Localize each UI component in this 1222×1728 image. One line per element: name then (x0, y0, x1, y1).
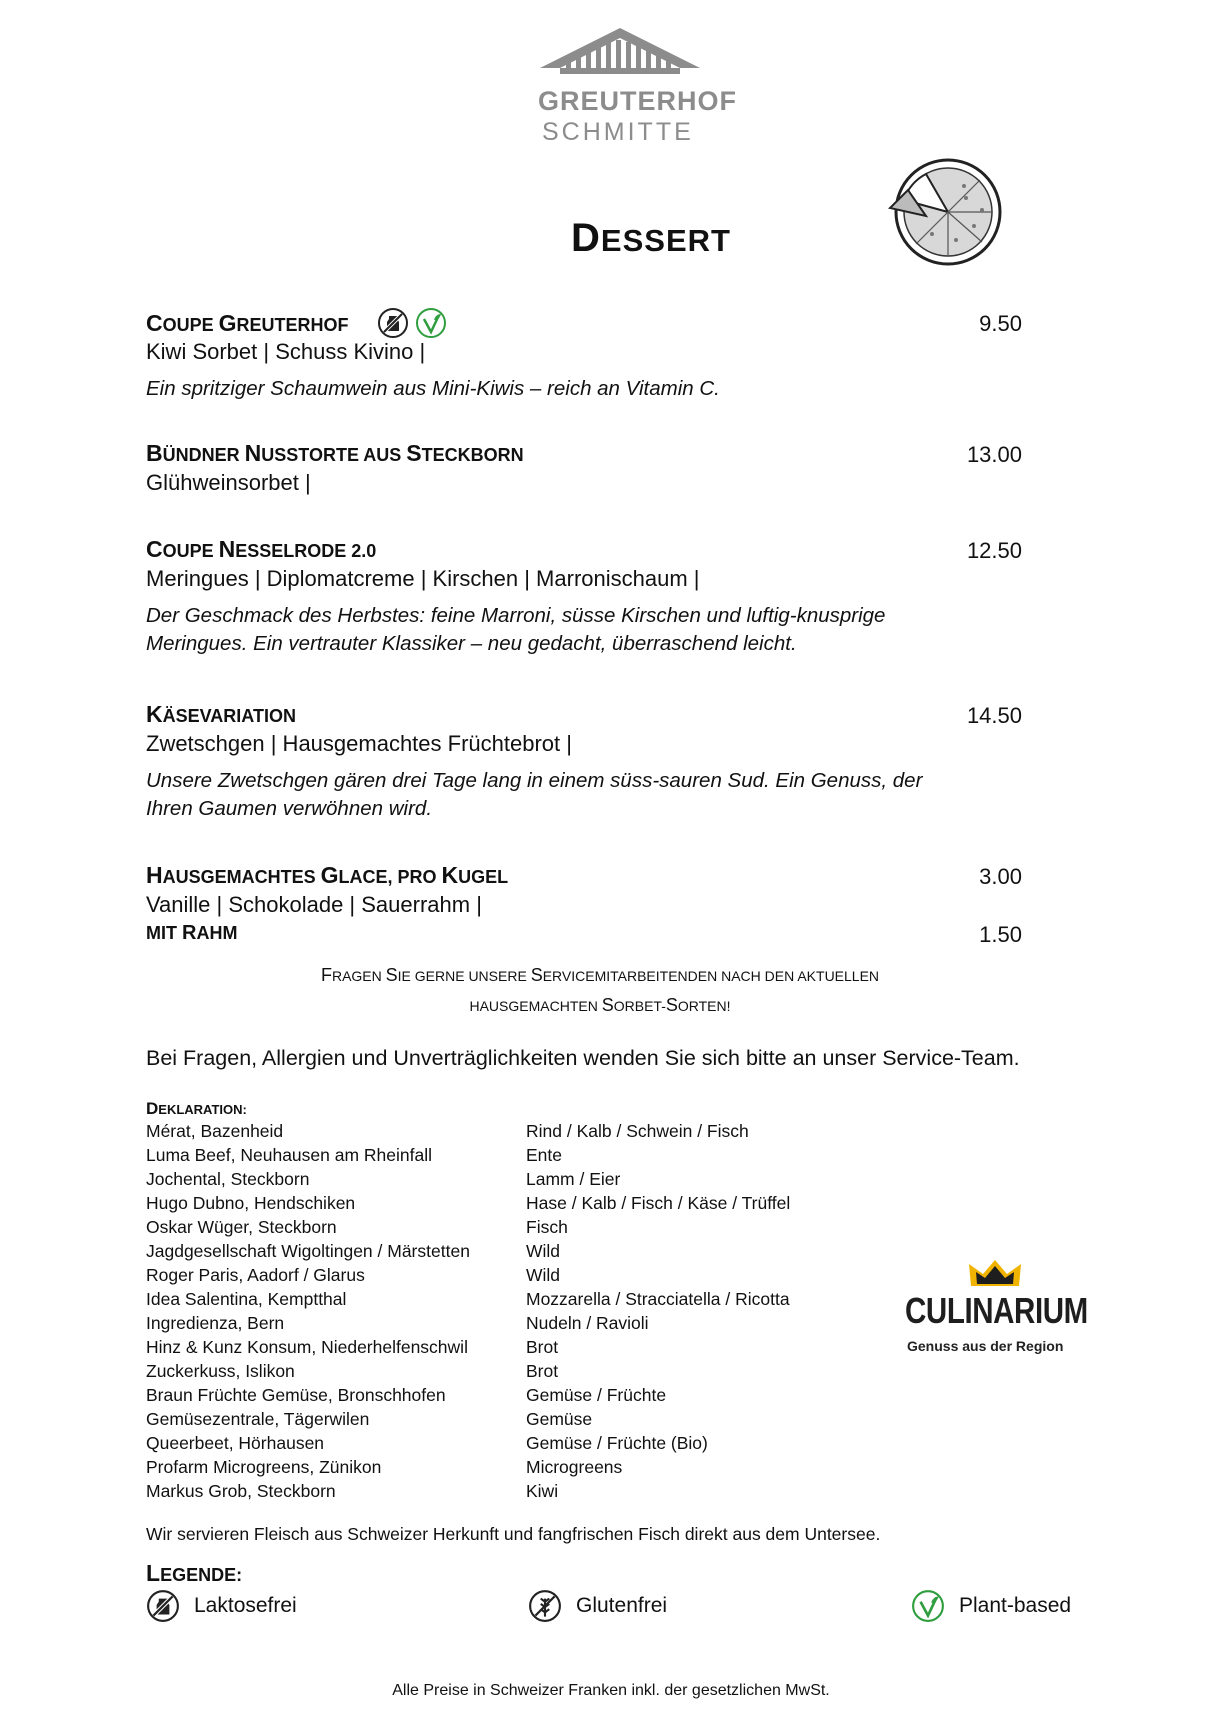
menu-item-note: Der Geschmack des Herbstes: feine Marroni, süsse Kirschen und luftig-knusprige Meringues. Ein vertrauter Klassiker – neu gedacht, überraschend leicht. (146, 604, 886, 655)
lactose-free-icon (377, 307, 409, 339)
menu-item-price: 14.50 (966, 703, 1022, 728)
legend-item-gluten-free (528, 1589, 667, 1623)
list-item: Gemüsezentrale, Tägerwilen Gemüse (146, 1409, 593, 1429)
list-item: Braun Früchte Gemüse, Bronschhofen Gemüse / Früchte (146, 1385, 667, 1405)
lactose-free-icon (146, 1589, 180, 1623)
plant-based-icon (415, 307, 447, 339)
crown-icon (967, 1258, 1023, 1290)
menu-item-name: KÄSEVARIATION (146, 701, 296, 727)
list-item: Profarm Microgreens, Zünikon Microgreens (146, 1457, 623, 1477)
page-title: DESSERT (571, 216, 731, 260)
plant-based-icon (911, 1589, 945, 1623)
legend-label: Glutenfrei (576, 1594, 668, 1617)
menu-item-note: Unsere Zwetschgen gären drei Tage lang in einem süss-sauren Sud. Ein Genuss, der Ihren Gaumen verwöhnen wird. (146, 769, 923, 820)
list-item: Jagdgesellschaft Wigoltingen / Märstetten Wild (146, 1241, 561, 1261)
legend-label: Laktosefrei (194, 1594, 297, 1617)
list-item: Idea Salentina, Kemptthal Mozzarella / Stracciatella / Ricotta (146, 1289, 790, 1309)
list-item: Roger Paris, Aadorf / Glarus Wild (146, 1265, 561, 1285)
menu-item-note: Ein spritziger Schaumwein aus Mini-Kiwis – reich an Vitamin C. (146, 377, 720, 400)
extra-cream-name: MIT RAHM (146, 922, 238, 944)
sorbet-notice: FRAGEN SIE GERNE UNSERE SERVICEMITARBEITENDEN NACH DEN AKTUELLEN HAUSGEMACHTEN SORBET-SORTEN! (320, 965, 880, 1015)
legend-title: LEGENDE: (146, 1560, 243, 1586)
logo-subtitle: SCHMITTE (542, 118, 694, 146)
menu-item-price: 12.50 (966, 538, 1022, 563)
declaration-title: DEKLARATION: (146, 1099, 247, 1118)
menu-item-description: Vanille | Schokolade | Sauerrahm | (146, 892, 482, 917)
menu-item-description: Glühweinsorbet | (146, 470, 311, 495)
building-icon (500, 24, 740, 94)
extra-cream-price: 1.50 (979, 922, 1022, 947)
list-item: Mérat, Bazenheid Rind / Kalb / Schwein / Fisch (146, 1121, 749, 1141)
list-item: Oskar Wüger, Steckborn Fisch (146, 1217, 568, 1237)
gluten-free-icon (528, 1589, 562, 1623)
list-item: Jochental, Steckborn Lamm / Eier (146, 1169, 621, 1189)
menu-item-price: 9.50 (979, 311, 1022, 336)
culinarium-logo (905, 1258, 1088, 1368)
legend-item-lactose-free (146, 1589, 297, 1623)
culinarium-subtitle: Genuss aus der Region (907, 1338, 1064, 1354)
culinarium-name: CULINARIUM (905, 1290, 1088, 1331)
menu-item-description: Kiwi Sorbet | Schuss Kivino | (146, 339, 426, 364)
list-item: Queerbeet, Hörhausen Gemüse / Früchte (Bio) (146, 1433, 708, 1453)
logo-name: GREUTERHOF (538, 86, 737, 116)
list-item: Zuckerkuss, Islikon Brot (146, 1361, 559, 1381)
list-item: Hinz & Kunz Konsum, Niederhelfenschwil Brot (146, 1337, 559, 1357)
menu-item-name: COUPE NESSELRODE 2.0 (146, 536, 377, 562)
menu-item-description: Meringues | Diplomatcreme | Kirschen | Marronischaum | (146, 566, 700, 591)
list-item: Ingredienza, Bern Nudeln / Ravioli (146, 1313, 649, 1333)
list-item: Luma Beef, Neuhausen am Rheinfall Ente (146, 1145, 562, 1165)
allergy-notice: Bei Fragen, Allergien und Unverträglichkeiten wenden Sie sich bitte an unser Service-Team. (146, 1046, 1020, 1070)
legend-item-plant-based (911, 1589, 1071, 1623)
menu-item-description: Zwetschgen | Hausgemachtes Früchtebrot | (146, 731, 572, 756)
list-item: Markus Grob, Steckborn Kiwi (146, 1481, 559, 1501)
menu-item-price: 13.00 (966, 442, 1022, 467)
menu-item-name: COUPE GREUTERHOF (146, 309, 447, 341)
origin-statement: Wir servieren Fleisch aus Schweizer Herkunft und fangfrischen Fisch direkt aus dem Untersee. (146, 1524, 881, 1544)
menu-item-name: HAUSGEMACHTES GLACE, PRO KUGEL (146, 862, 509, 888)
price-footer: Alle Preise in Schweizer Franken inkl. der gesetzlichen MwSt. (392, 1682, 830, 1699)
list-item: Hugo Dubno, Hendschiken Hase / Kalb / Fisch / Käse / Trüffel (146, 1193, 791, 1213)
legend-label: Plant-based (959, 1594, 1072, 1617)
menu-item-price: 3.00 (979, 864, 1022, 889)
declaration-list (146, 1119, 790, 1503)
greuterhof-logo (500, 24, 740, 154)
menu-item-name: BÜNDNER NUSSTORTE AUS STECKBORN (146, 440, 524, 466)
